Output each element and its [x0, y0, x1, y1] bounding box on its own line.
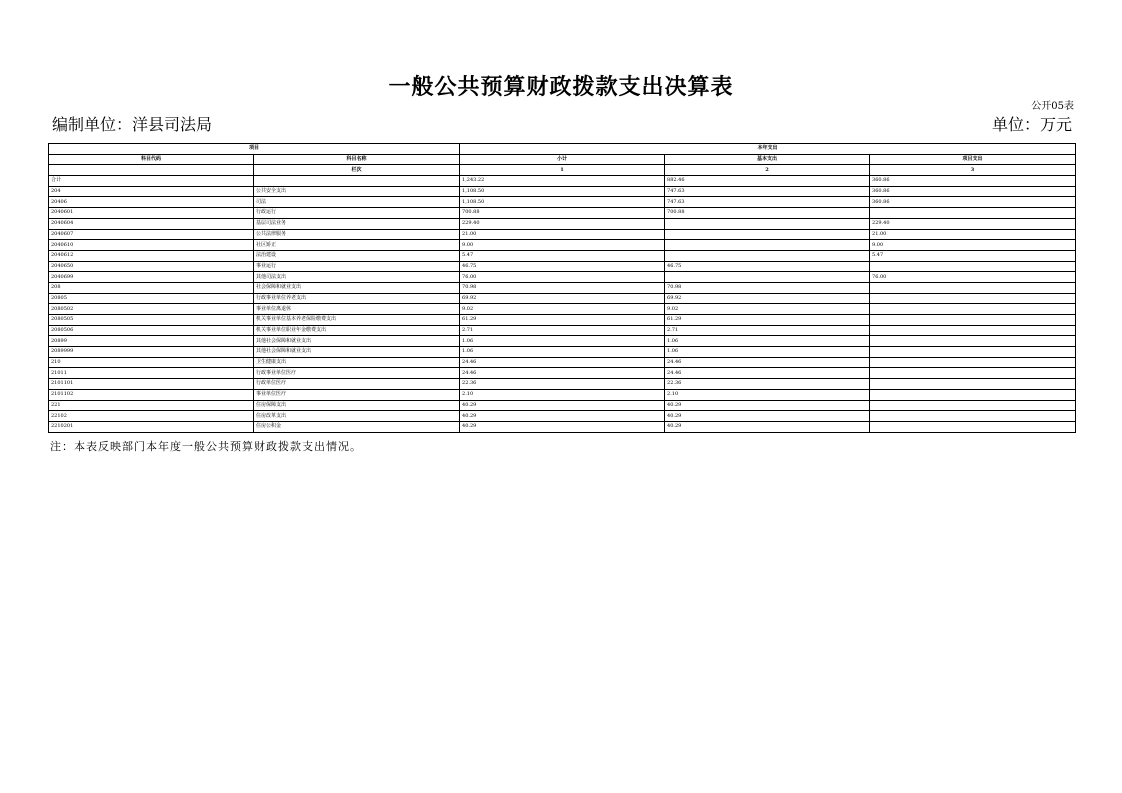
cell-code: 2040699: [49, 272, 254, 283]
cell-name: 社会保障和就业支出: [254, 282, 460, 293]
table-row: [49, 400, 1076, 411]
cell-code: 2101101: [49, 379, 254, 390]
cell-basic: 40.29: [665, 411, 870, 422]
cell-basic: 22.36: [665, 379, 870, 390]
cell-project: [870, 347, 1076, 358]
cell-basic: 40.29: [665, 400, 870, 411]
cell-name: 其他社会保障和就业支出: [254, 336, 460, 347]
cell-name: 住房改革支出: [254, 411, 460, 422]
cell-project: 229.40: [870, 218, 1076, 229]
cell-subtotal: 700.88: [460, 208, 665, 219]
report-title: 一般公共预算财政拨款支出决算表: [388, 74, 734, 100]
cell-name: 事业运行: [254, 261, 460, 272]
table-row: [49, 186, 1076, 197]
cell-basic: 2.10: [665, 389, 870, 400]
cell-subtotal: 1,243.22: [460, 176, 665, 187]
cell-basic: 61.29: [665, 315, 870, 326]
cell-basic: 882.46: [665, 176, 870, 187]
cell-subtotal: 40.29: [460, 421, 665, 432]
table-row: [49, 389, 1076, 400]
cell-subtotal: 24.46: [460, 368, 665, 379]
cell-project: [870, 379, 1076, 390]
cell-code: 合计: [49, 176, 254, 187]
cell-basic: [665, 250, 870, 261]
cell-subtotal: 61.29: [460, 315, 665, 326]
cell-basic: 24.46: [665, 357, 870, 368]
table-row: [49, 304, 1076, 315]
cell-name: 行政运行: [254, 208, 460, 219]
cell-code: 2040650: [49, 261, 254, 272]
cell-project: 9.00: [870, 240, 1076, 251]
cell-name: 其他社会保障和就业支出: [254, 347, 460, 358]
cell-subtotal: 9.02: [460, 304, 665, 315]
cell-code: 2040612: [49, 250, 254, 261]
cell-code: 2040607: [49, 229, 254, 240]
cell-basic: 700.88: [665, 208, 870, 219]
cell-basic: 40.29: [665, 421, 870, 432]
cell-name: 卫生健康支出: [254, 357, 460, 368]
currency-unit: 单位：万元: [991, 115, 1072, 134]
cell-name: 机关事业单位职业年金缴费支出: [254, 325, 460, 336]
cell-project: [870, 282, 1076, 293]
cell-name: 事业单位医疗: [254, 389, 460, 400]
expenditure-table: [48, 143, 1076, 433]
cell-project: [870, 208, 1076, 219]
table-row: [49, 315, 1076, 326]
cell-name: 司法: [254, 197, 460, 208]
table-row: [49, 240, 1076, 251]
cell-code: 2101102: [49, 389, 254, 400]
column-header-basic: 基本支出: [665, 154, 870, 165]
cell-basic: 24.46: [665, 368, 870, 379]
compiling-unit: 编制单位：洋县司法局: [52, 115, 213, 134]
cell-project: 360.86: [870, 197, 1076, 208]
form-number: 公开05表: [1031, 101, 1074, 112]
table-row: [49, 261, 1076, 272]
table-row: [49, 357, 1076, 368]
group-header-item: 项目: [49, 144, 460, 155]
cell-subtotal: 40.29: [460, 400, 665, 411]
cell-subtotal: 2.71: [460, 325, 665, 336]
cell-project: [870, 389, 1076, 400]
cell-basic: [665, 218, 870, 229]
cell-code: 221: [49, 400, 254, 411]
index-2: 2: [665, 165, 870, 176]
table-row: [49, 293, 1076, 304]
cell-name: 社区矫正: [254, 240, 460, 251]
cell-code: 22102: [49, 411, 254, 422]
cell-subtotal: 21.00: [460, 229, 665, 240]
table-row: [49, 229, 1076, 240]
table-row: [49, 411, 1076, 422]
cell-subtotal: 1,108.50: [460, 197, 665, 208]
cell-project: [870, 325, 1076, 336]
column-header-code: 科目代码: [49, 154, 254, 165]
cell-project: 76.00: [870, 272, 1076, 283]
table-row: [49, 336, 1076, 347]
footnote: 注：本表反映部门本年度一般公共预算财政拨款支出情况。: [50, 440, 362, 453]
index-label: 栏次: [254, 165, 460, 176]
cell-name: 住房公积金: [254, 421, 460, 432]
cell-subtotal: 2.10: [460, 389, 665, 400]
cell-name: 基层司法业务: [254, 218, 460, 229]
cell-project: [870, 304, 1076, 315]
cell-code: 2080506: [49, 325, 254, 336]
cell-subtotal: 9.00: [460, 240, 665, 251]
cell-name: [254, 176, 460, 187]
cell-project: [870, 357, 1076, 368]
cell-subtotal: 5.47: [460, 250, 665, 261]
cell-code: 20805: [49, 293, 254, 304]
index-1: 1: [460, 165, 665, 176]
index-3: 3: [870, 165, 1076, 176]
cell-subtotal: 76.00: [460, 272, 665, 283]
cell-name: 住房保障支出: [254, 400, 460, 411]
group-header-spending: 本年支出: [460, 144, 1076, 155]
cell-project: [870, 293, 1076, 304]
cell-project: 360.86: [870, 176, 1076, 187]
cell-name: 行政单位医疗: [254, 379, 460, 390]
cell-basic: 1.06: [665, 336, 870, 347]
table-row: [49, 218, 1076, 229]
table-group-header-row: [49, 144, 1076, 155]
index-blank: [49, 165, 254, 176]
table-row: [49, 421, 1076, 432]
cell-basic: 46.75: [665, 261, 870, 272]
cell-code: 2210201: [49, 421, 254, 432]
cell-subtotal: 24.46: [460, 357, 665, 368]
column-header-subtotal: 小计: [460, 154, 665, 165]
table-row: [49, 197, 1076, 208]
cell-code: 20406: [49, 197, 254, 208]
cell-code: 2080502: [49, 304, 254, 315]
cell-basic: [665, 229, 870, 240]
cell-code: 210: [49, 357, 254, 368]
table-row: [49, 368, 1076, 379]
cell-project: [870, 261, 1076, 272]
cell-project: [870, 400, 1076, 411]
table-index-row: [49, 165, 1076, 176]
cell-name: 事业单位离退休: [254, 304, 460, 315]
table-row: [49, 282, 1076, 293]
cell-basic: [665, 272, 870, 283]
cell-project: [870, 368, 1076, 379]
cell-basic: 69.92: [665, 293, 870, 304]
cell-code: 20899: [49, 336, 254, 347]
table-row: [49, 325, 1076, 336]
cell-code: 21011: [49, 368, 254, 379]
cell-project: 5.47: [870, 250, 1076, 261]
cell-project: 360.86: [870, 186, 1076, 197]
cell-subtotal: 229.40: [460, 218, 665, 229]
cell-basic: 2.71: [665, 325, 870, 336]
table-row: [49, 347, 1076, 358]
cell-name: 机关事业单位基本养老保险缴费支出: [254, 315, 460, 326]
cell-project: [870, 411, 1076, 422]
cell-name: 公共安全支出: [254, 186, 460, 197]
cell-code: 204: [49, 186, 254, 197]
cell-subtotal: 1.06: [460, 347, 665, 358]
cell-basic: 1.06: [665, 347, 870, 358]
cell-code: 208: [49, 282, 254, 293]
cell-code: 2040604: [49, 218, 254, 229]
cell-subtotal: 40.29: [460, 411, 665, 422]
cell-code: 2040601: [49, 208, 254, 219]
cell-project: [870, 315, 1076, 326]
table-row: [49, 272, 1076, 283]
cell-subtotal: 1.06: [460, 336, 665, 347]
cell-code: 2080505: [49, 315, 254, 326]
cell-name: 行政事业单位养老支出: [254, 293, 460, 304]
cell-basic: 747.63: [665, 186, 870, 197]
cell-subtotal: 69.92: [460, 293, 665, 304]
table-column-header-row: [49, 154, 1076, 165]
column-header-project: 项目支出: [870, 154, 1076, 165]
cell-basic: [665, 240, 870, 251]
cell-code: 2089999: [49, 347, 254, 358]
cell-name: 行政事业单位医疗: [254, 368, 460, 379]
table-row: [49, 208, 1076, 219]
cell-subtotal: 70.98: [460, 282, 665, 293]
cell-name: 公共法律服务: [254, 229, 460, 240]
cell-name: 法治建设: [254, 250, 460, 261]
cell-subtotal: 1,108.50: [460, 186, 665, 197]
cell-basic: 747.63: [665, 197, 870, 208]
cell-subtotal: 46.75: [460, 261, 665, 272]
cell-basic: 70.98: [665, 282, 870, 293]
cell-project: [870, 421, 1076, 432]
table-row: [49, 250, 1076, 261]
cell-project: 21.00: [870, 229, 1076, 240]
cell-subtotal: 22.36: [460, 379, 665, 390]
cell-code: 2040610: [49, 240, 254, 251]
cell-name: 其他司法支出: [254, 272, 460, 283]
column-header-name: 科目名称: [254, 154, 460, 165]
table-row: [49, 176, 1076, 187]
table-row: [49, 379, 1076, 390]
cell-basic: 9.02: [665, 304, 870, 315]
cell-project: [870, 336, 1076, 347]
